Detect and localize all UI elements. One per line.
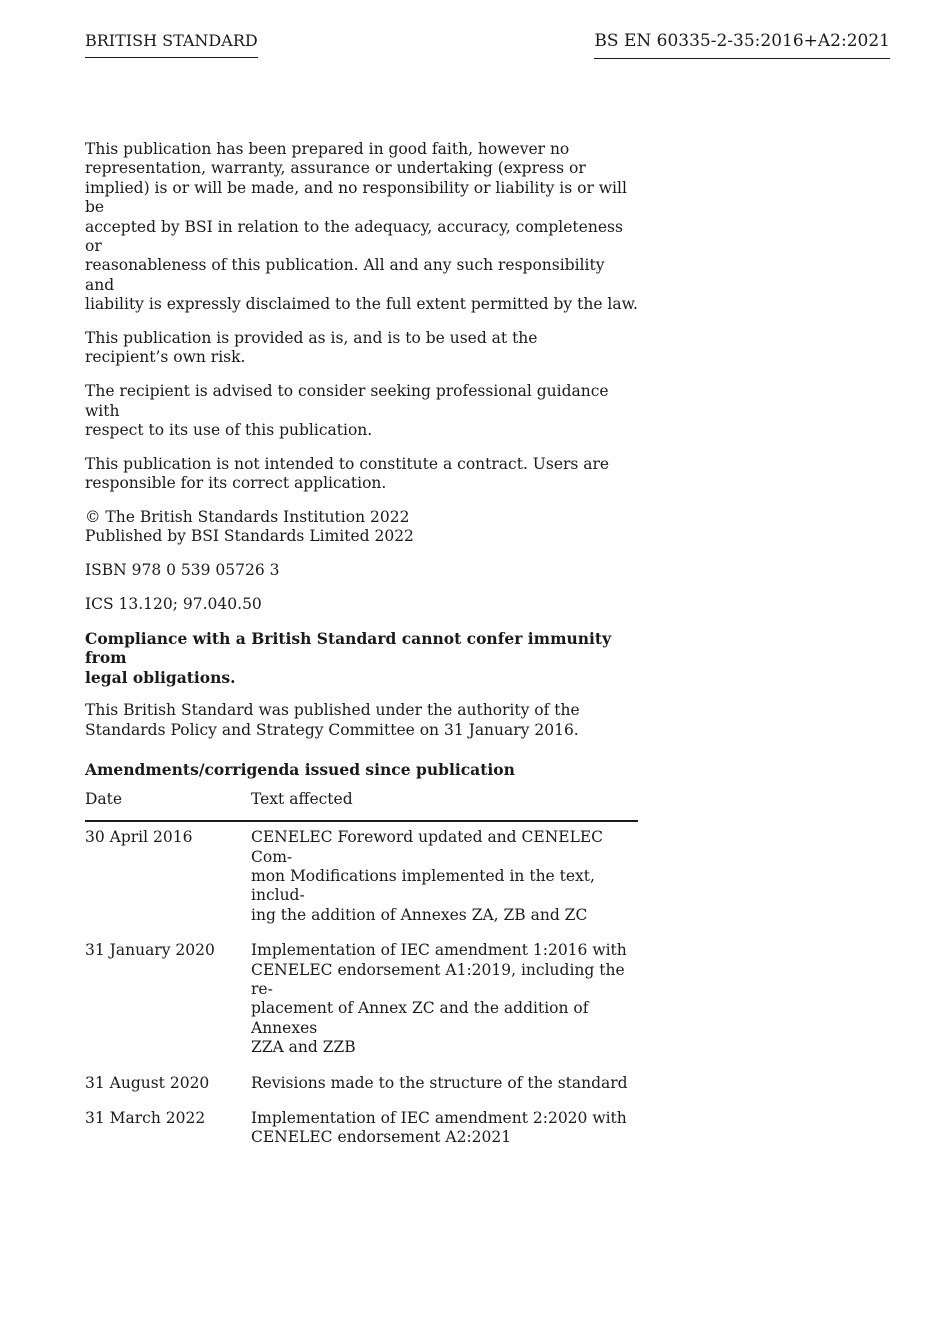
amendments-heading: Amendments/corrigenda issued since publication bbox=[85, 760, 515, 780]
amendment-text bbox=[251, 936, 638, 1068]
column-header-date: Date bbox=[85, 789, 251, 821]
copyright-paragraph bbox=[85, 508, 638, 547]
amendment-text bbox=[251, 821, 638, 936]
amendment-date: 31 March 2022 bbox=[85, 1108, 206, 1127]
column-header-text-affected: Text affected bbox=[251, 789, 638, 821]
as-is-paragraph bbox=[85, 329, 638, 368]
header-publisher-label: BRITISH STANDARD bbox=[85, 31, 258, 58]
text-line: Compliance with a British Standard cannot confer immunity from bbox=[85, 628, 612, 668]
amendment-date: 31 August 2020 bbox=[85, 1073, 210, 1092]
text-line: The recipient is advised to consider seeking professional guidance with bbox=[85, 382, 609, 420]
text-line: placement of Annex ZC and the addition of Annexes bbox=[251, 999, 589, 1037]
text-line: ZZA and ZZB bbox=[251, 1038, 356, 1057]
table-row bbox=[85, 936, 638, 1068]
amendment-text bbox=[251, 1104, 638, 1159]
text-line: This British Standard was published under the authority of the bbox=[85, 701, 580, 720]
text-line: CENELEC Foreword updated and CENELEC Com- bbox=[251, 828, 604, 866]
text-line: Implementation of IEC amendment 2:2020 with bbox=[251, 1108, 627, 1127]
text-line: reasonableness of this publication. All and any such responsibility and bbox=[85, 256, 605, 294]
amendment-date: 30 April 2016 bbox=[85, 828, 193, 847]
text-line: Revisions made to the structure of the standard bbox=[251, 1073, 628, 1092]
text-line: This publication is not intended to constitute a contract. Users are bbox=[85, 454, 610, 473]
authority-paragraph bbox=[85, 701, 638, 740]
copyright-line: © The British Standards Institution 2022 bbox=[85, 508, 410, 527]
guidance-paragraph bbox=[85, 382, 638, 440]
text-line: representation, warranty, assurance or undertaking (express or bbox=[85, 159, 586, 178]
publisher-line: Published by BSI Standards Limited 2022 bbox=[85, 527, 414, 546]
text-line: legal obligations. bbox=[85, 667, 236, 687]
text-line: This publication has been prepared in good faith, however no bbox=[85, 140, 570, 158]
disclaimer-paragraph bbox=[85, 140, 638, 315]
text-line: This publication is provided as is, and is to be used at the bbox=[85, 329, 538, 348]
text-line: responsible for its correct application. bbox=[85, 474, 387, 493]
table-header-row bbox=[85, 789, 638, 821]
ics-codes: ICS 13.120; 97.040.50 bbox=[85, 595, 262, 614]
contract-paragraph bbox=[85, 455, 638, 494]
text-line: CENELEC endorsement A1:2019, including the re- bbox=[251, 960, 625, 998]
text-line: liability is expressly disclaimed to the full extent permitted by the law. bbox=[85, 295, 638, 314]
table-row bbox=[85, 821, 638, 936]
amendment-text bbox=[251, 1069, 638, 1104]
text-line: mon Modifications implemented in the text, includ- bbox=[251, 866, 595, 905]
publication-notice bbox=[85, 140, 638, 1159]
amendment-date: 31 January 2020 bbox=[85, 941, 215, 960]
text-line: implied) is or will be made, and no responsibility or liability is or will be bbox=[85, 178, 627, 217]
text-line: CENELEC endorsement A2:2021 bbox=[251, 1128, 512, 1147]
compliance-notice bbox=[85, 629, 638, 687]
amendments-table bbox=[85, 789, 638, 1159]
text-line: recipient’s own risk. bbox=[85, 348, 246, 367]
text-line: Standards Policy and Strategy Committee on 31 January 2016. bbox=[85, 720, 579, 739]
table-row bbox=[85, 1104, 638, 1159]
header-standard-number: BS EN 60335-2-35:2016+A2:2021 bbox=[594, 31, 890, 59]
text-line: accepted by BSI in relation to the adequacy, accuracy, completeness or bbox=[85, 217, 623, 256]
table-row bbox=[85, 1069, 638, 1104]
text-line: Implementation of IEC amendment 1:2016 with bbox=[251, 941, 627, 960]
isbn: ISBN 978 0 539 05726 3 bbox=[85, 561, 280, 580]
text-line: respect to its use of this publication. bbox=[85, 421, 373, 440]
text-line: ing the addition of Annexes ZA, ZB and ZC bbox=[251, 905, 588, 924]
